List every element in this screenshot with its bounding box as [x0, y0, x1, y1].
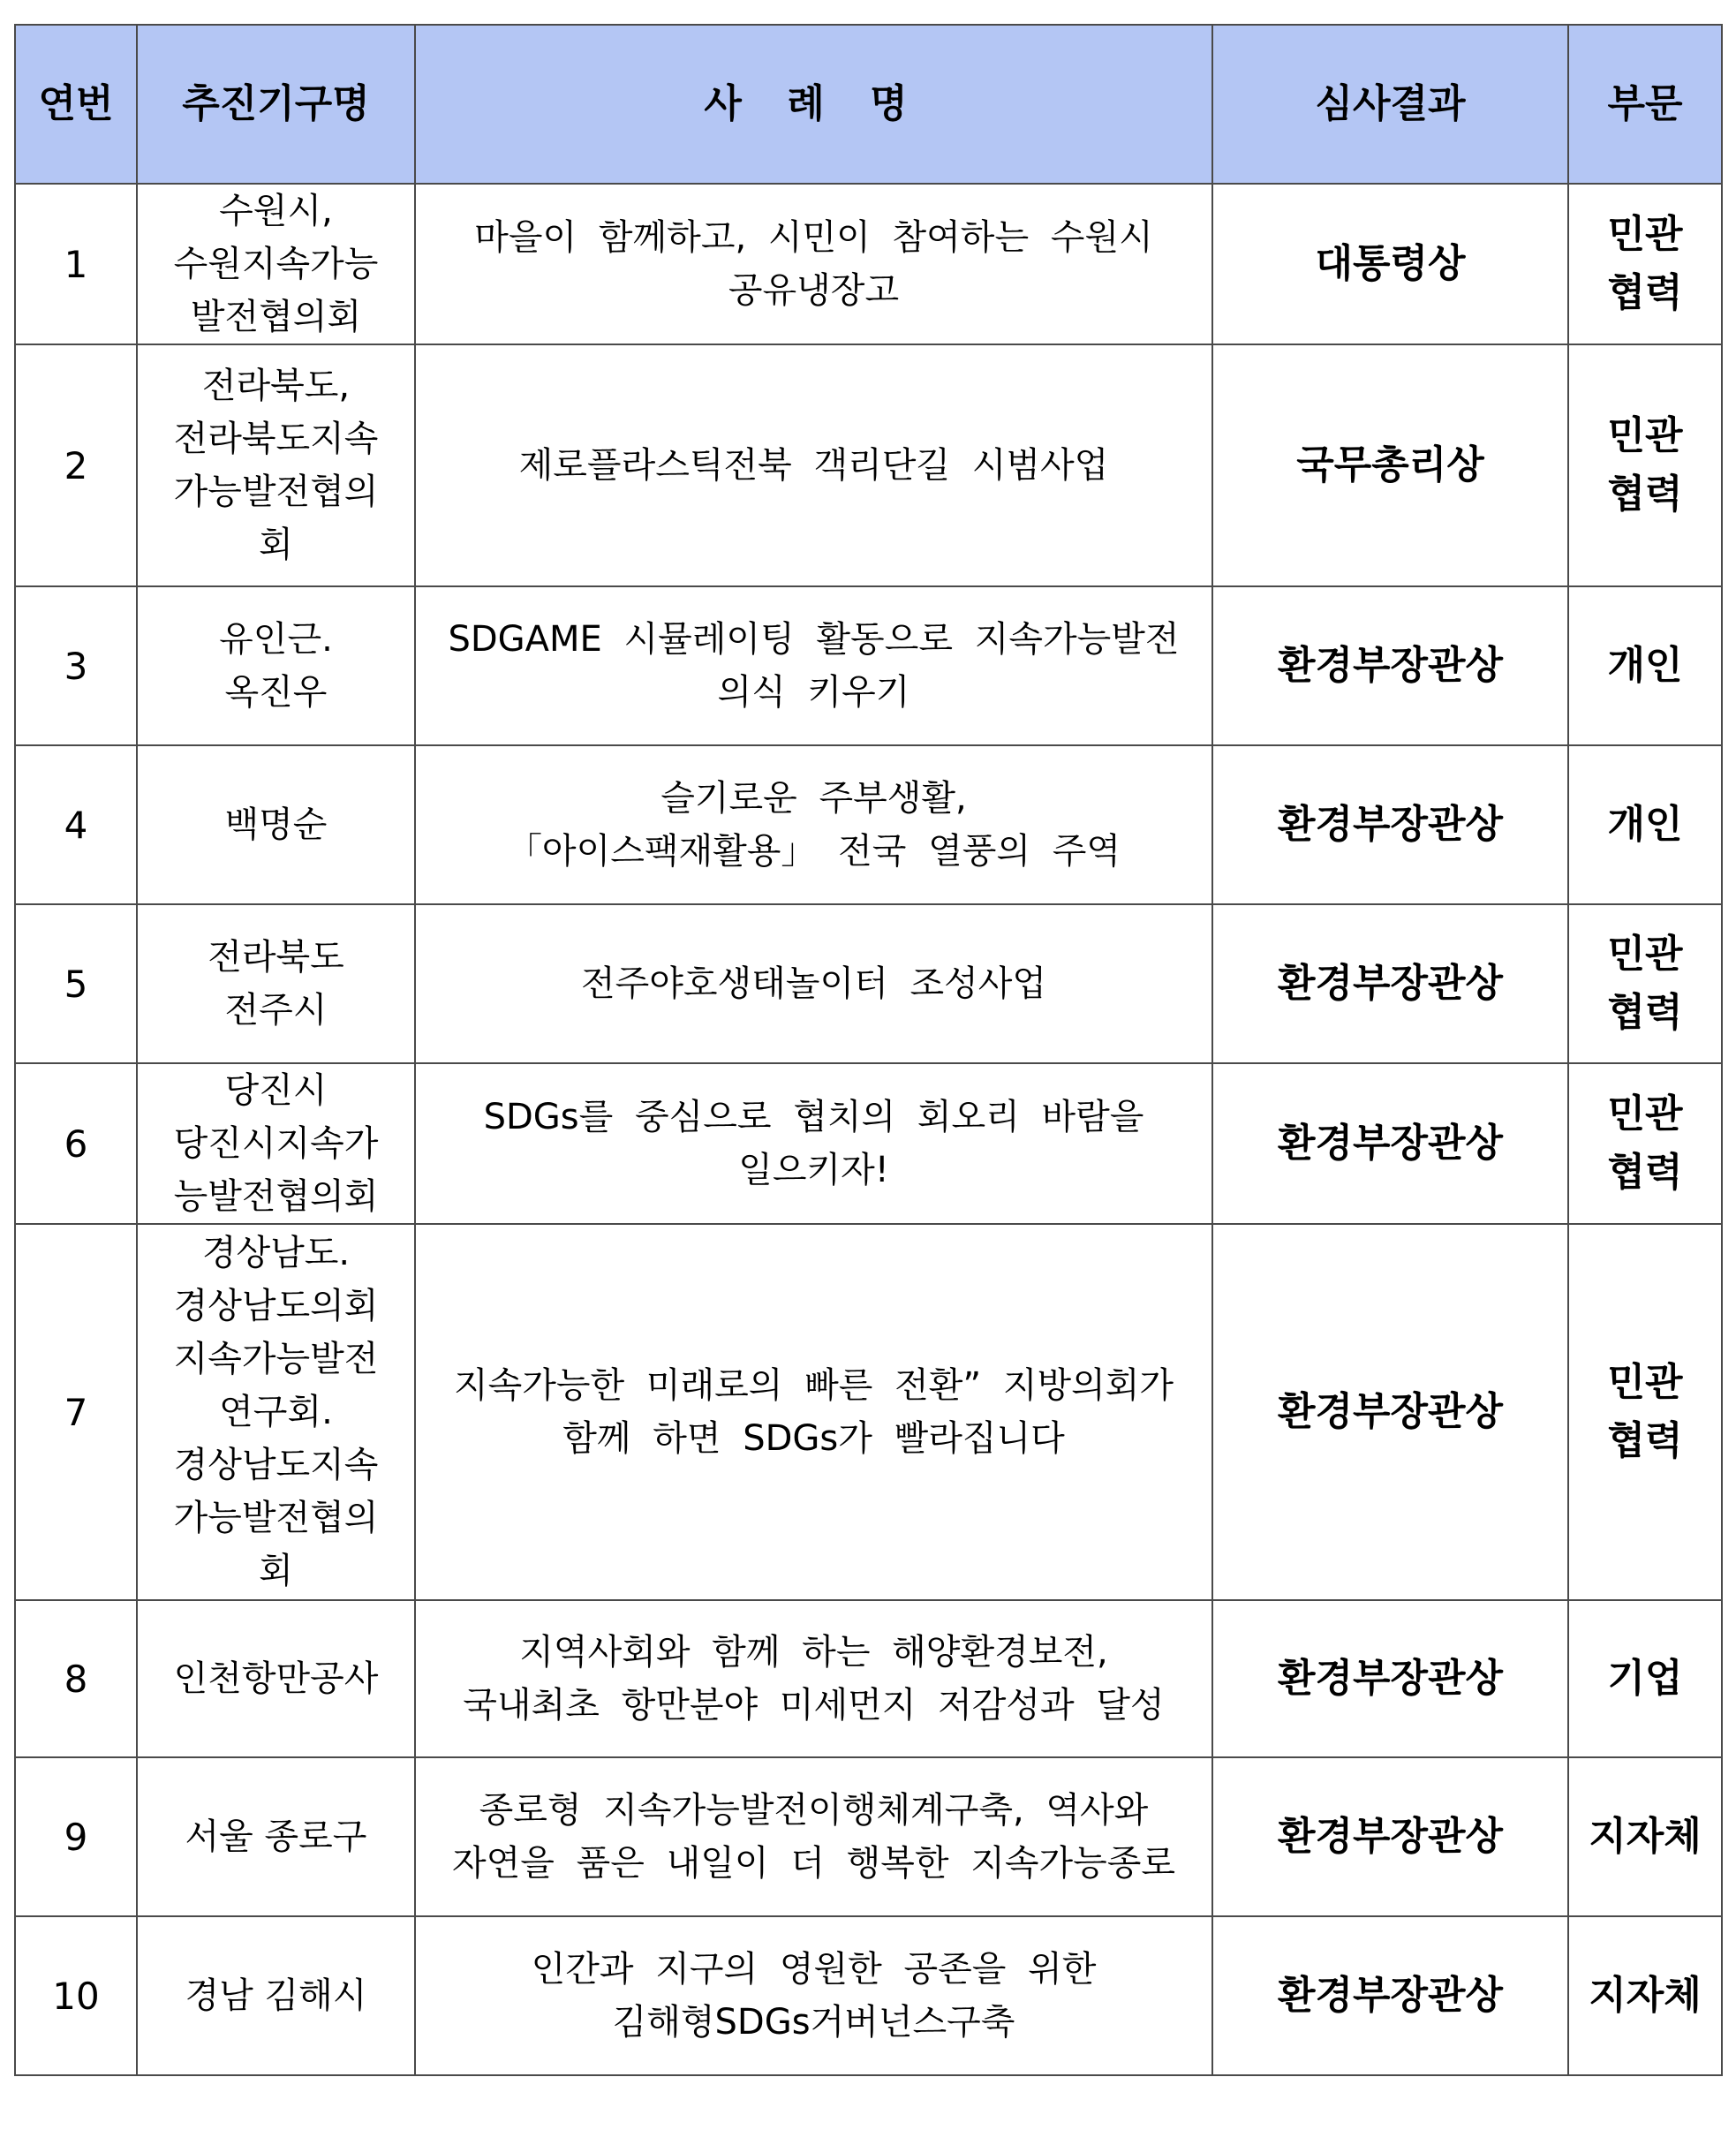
- cell-case-line: 전주야호생태놀이터 조성사업: [580, 963, 1047, 1004]
- cell-result: 환경부장관상: [1212, 1600, 1568, 1757]
- cell-category: [1568, 1063, 1722, 1224]
- cell-agency-line: 수원시,: [219, 191, 333, 231]
- cell-result: 국무총리상: [1212, 344, 1568, 586]
- cell-agency-line: 경상남도.: [201, 1233, 351, 1273]
- cell-no: 5: [15, 904, 137, 1063]
- cell-category-line: 민관: [1607, 212, 1683, 257]
- cell-agency: [137, 1757, 415, 1916]
- cell-case-line: 김해형SDGs거버넌스구축: [612, 2002, 1015, 2043]
- table-row: [15, 1916, 1722, 2075]
- cell-case: [415, 745, 1212, 904]
- cell-case-line: 인간과 지구의 영원한 공존을 위한: [531, 1949, 1097, 1990]
- cell-category-line: 개인: [1607, 643, 1683, 688]
- cell-agency-line: 경상남도지속: [173, 1445, 379, 1485]
- cell-no: 9: [15, 1757, 137, 1916]
- cell-no: 10: [15, 1916, 137, 2075]
- table-row: [15, 184, 1722, 344]
- cell-agency: [137, 745, 415, 904]
- cell-case-line: 국내최초 항만분야 미세먼지 저감성과 달성: [463, 1685, 1165, 1726]
- cell-category-line: 협력: [1607, 472, 1683, 517]
- cell-agency-line: 가능발전협의: [173, 1498, 379, 1538]
- cell-case: [415, 184, 1212, 344]
- cell-category-line: 민관: [1607, 413, 1683, 458]
- header-row: [15, 25, 1722, 184]
- cell-category: [1568, 586, 1722, 745]
- cell-agency: [137, 1063, 415, 1224]
- awards-table: [14, 24, 1723, 2076]
- table-row: [15, 904, 1722, 1063]
- cell-case-line: 「아이스팩재활용」 전국 열풍의 주역: [506, 831, 1121, 872]
- cell-case-line: 제로플라스틱전북 객리단길 시범사업: [518, 445, 1109, 486]
- cell-category: [1568, 1916, 1722, 2075]
- cell-agency-line: 전주시: [224, 990, 328, 1031]
- table-row: [15, 1063, 1722, 1224]
- header-no: 연번: [15, 25, 137, 184]
- cell-case: [415, 344, 1212, 586]
- cell-agency-line: 옥진우: [224, 672, 328, 713]
- cell-no: 4: [15, 745, 137, 904]
- cell-agency: [137, 586, 415, 745]
- cell-result: 대통령상: [1212, 184, 1568, 344]
- cell-result: 환경부장관상: [1212, 745, 1568, 904]
- cell-case-line: 종로형 지속가능발전이행체계구축, 역사와: [479, 1790, 1149, 1831]
- cell-agency-line: 전라북도지속: [173, 419, 379, 459]
- cell-result: 환경부장관상: [1212, 904, 1568, 1063]
- cell-no: 7: [15, 1224, 137, 1600]
- cell-category-line: 민관: [1607, 932, 1683, 977]
- cell-agency-line: 가능발전협의: [173, 472, 379, 512]
- cell-agency-line: 당진시: [224, 1070, 328, 1111]
- cell-category: [1568, 904, 1722, 1063]
- cell-agency-line: 당진시지속가: [173, 1123, 379, 1164]
- cell-agency-line: 경상남도의회: [173, 1286, 379, 1326]
- header-result: 심사결과: [1212, 25, 1568, 184]
- cell-agency: [137, 184, 415, 344]
- cell-no: 6: [15, 1063, 137, 1224]
- cell-case-line: 슬기로운 주부생활,: [660, 778, 967, 819]
- cell-result: 환경부장관상: [1212, 1757, 1568, 1916]
- cell-case-line: 의식 키우기: [717, 672, 910, 713]
- cell-category-line: 협력: [1607, 990, 1683, 1035]
- cell-agency-line: 유인근.: [219, 619, 333, 660]
- cell-category-line: 민관: [1607, 1091, 1683, 1137]
- table-row: [15, 344, 1722, 586]
- cell-agency: [137, 904, 415, 1063]
- cell-no: 1: [15, 184, 137, 344]
- cell-agency-line: 회: [259, 1551, 293, 1591]
- cell-no: 8: [15, 1600, 137, 1757]
- header-case: 사 례 명: [415, 25, 1212, 184]
- cell-category-line: 협력: [1607, 270, 1683, 315]
- cell-agency-line: 전라북도: [208, 937, 344, 978]
- header-agency: 추진기구명: [137, 25, 415, 184]
- cell-case: [415, 1916, 1212, 2075]
- cell-result: 환경부장관상: [1212, 586, 1568, 745]
- cell-category-line: 협력: [1607, 1150, 1683, 1195]
- cell-category-line: 협력: [1607, 1418, 1683, 1463]
- cell-case-line: 지역사회와 함께 하는 해양환경보전,: [519, 1632, 1108, 1673]
- cell-category-line: 지자체: [1589, 1814, 1702, 1859]
- cell-category-line: 민관: [1607, 1360, 1683, 1405]
- cell-agency-line: 백명순: [224, 804, 328, 845]
- cell-agency-line: 서울 종로구: [185, 1816, 367, 1857]
- cell-result: 환경부장관상: [1212, 1224, 1568, 1600]
- cell-no: 2: [15, 344, 137, 586]
- cell-agency: [137, 1224, 415, 1600]
- cell-case-line: 마을이 함께하고, 시민이 참여하는 수원시: [474, 217, 1153, 258]
- cell-result: 환경부장관상: [1212, 1063, 1568, 1224]
- cell-agency-line: 인천항만공사: [173, 1658, 379, 1699]
- cell-case-line: 지속가능한 미래로의 빠른 전환” 지방의회가: [453, 1365, 1174, 1406]
- cell-case-line: 자연을 품은 내일이 더 행복한 지속가능종로: [451, 1843, 1176, 1884]
- cell-category: [1568, 184, 1722, 344]
- cell-case: [415, 1757, 1212, 1916]
- cell-case-line: SDGs를 중심으로 협치의 회오리 바람을: [483, 1097, 1144, 1137]
- cell-agency-line: 경남 김해시: [185, 1975, 367, 2016]
- cell-agency: [137, 344, 415, 586]
- cell-no: 3: [15, 586, 137, 745]
- cell-category: [1568, 1224, 1722, 1600]
- cell-case-line: 함께 하면 SDGs가 빨라집니다: [562, 1418, 1065, 1459]
- cell-agency: [137, 1600, 415, 1757]
- cell-agency-line: 지속가능발전: [173, 1339, 379, 1379]
- cell-category: [1568, 745, 1722, 904]
- table-body: [15, 184, 1722, 2075]
- cell-case: [415, 586, 1212, 745]
- cell-agency-line: 연구회.: [219, 1392, 333, 1432]
- cell-category: [1568, 1600, 1722, 1757]
- cell-case: [415, 904, 1212, 1063]
- table-row: [15, 1600, 1722, 1757]
- cell-category-line: 개인: [1607, 802, 1683, 847]
- cell-case: [415, 1600, 1212, 1757]
- cell-result: 환경부장관상: [1212, 1916, 1568, 2075]
- cell-agency-line: 능발전협의회: [173, 1176, 379, 1217]
- cell-category: [1568, 1757, 1722, 1916]
- header-category: 부문: [1568, 25, 1722, 184]
- cell-case: [415, 1063, 1212, 1224]
- table-row: [15, 1224, 1722, 1600]
- cell-category: [1568, 344, 1722, 586]
- table-row: [15, 1757, 1722, 1916]
- cell-case-line: SDGAME 시뮬레이팅 활동으로 지속가능발전: [448, 619, 1180, 660]
- cell-case-line: 공유냉장고: [728, 270, 900, 311]
- table-row: [15, 586, 1722, 745]
- cell-agency-line: 전라북도,: [201, 366, 351, 406]
- cell-agency-line: 수원지속가능: [173, 244, 379, 284]
- cell-agency-line: 발전협의회: [190, 297, 362, 337]
- cell-category-line: 지자체: [1589, 1973, 1702, 2018]
- cell-case: [415, 1224, 1212, 1600]
- table-row: [15, 745, 1722, 904]
- cell-agency: [137, 1916, 415, 2075]
- cell-case-line: 일으키자!: [738, 1150, 889, 1190]
- cell-agency-line: 회: [259, 525, 293, 565]
- cell-category-line: 기업: [1607, 1656, 1683, 1701]
